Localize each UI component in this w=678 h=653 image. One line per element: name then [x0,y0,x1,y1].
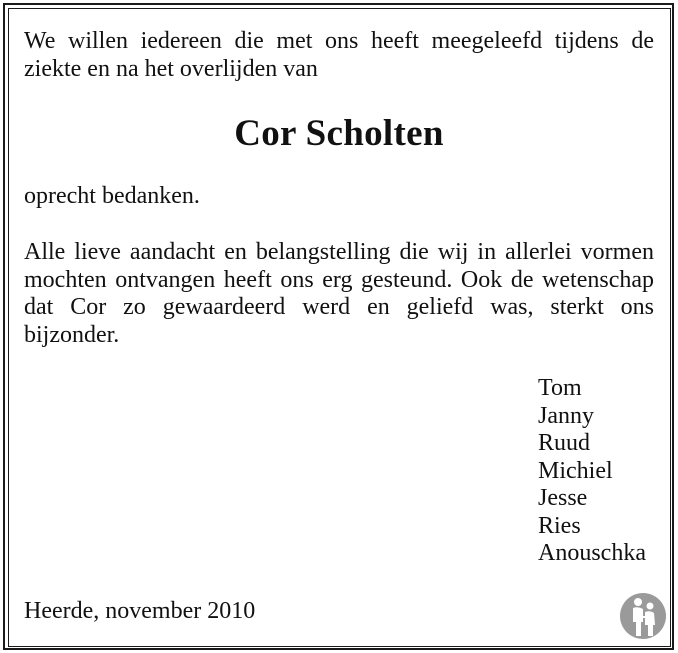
signatory: Ries [538,512,581,539]
signatory: Ruud [538,430,591,456]
signatory: Jesse [538,485,588,511]
place-date: Heerde, november 2010 [24,598,256,624]
memorial-figures-icon [619,592,667,640]
signatory: Michiel [538,457,613,484]
signatory: Anouschka [538,540,646,566]
signatory: Janny [538,402,594,429]
intro-text: We willen iedereen die met ons heeft meegeleefd tijdens de ziekte en na het overlijden van [24,28,654,82]
signatory: Tom [538,375,582,401]
deceased-name: Cor Scholten [234,113,444,154]
body-text: Alle lieve aandacht en belangstelling die wij in allerlei vormen mochten ontvangen heeft ons erg gesteund. Ook de wetenschap dat Cor zo gewaardeerd werd en geliefd was, sterkt ons bijzonder. [24,239,654,348]
signatories-list [538,375,646,568]
thanks-text: oprecht bedanken. [24,183,200,209]
